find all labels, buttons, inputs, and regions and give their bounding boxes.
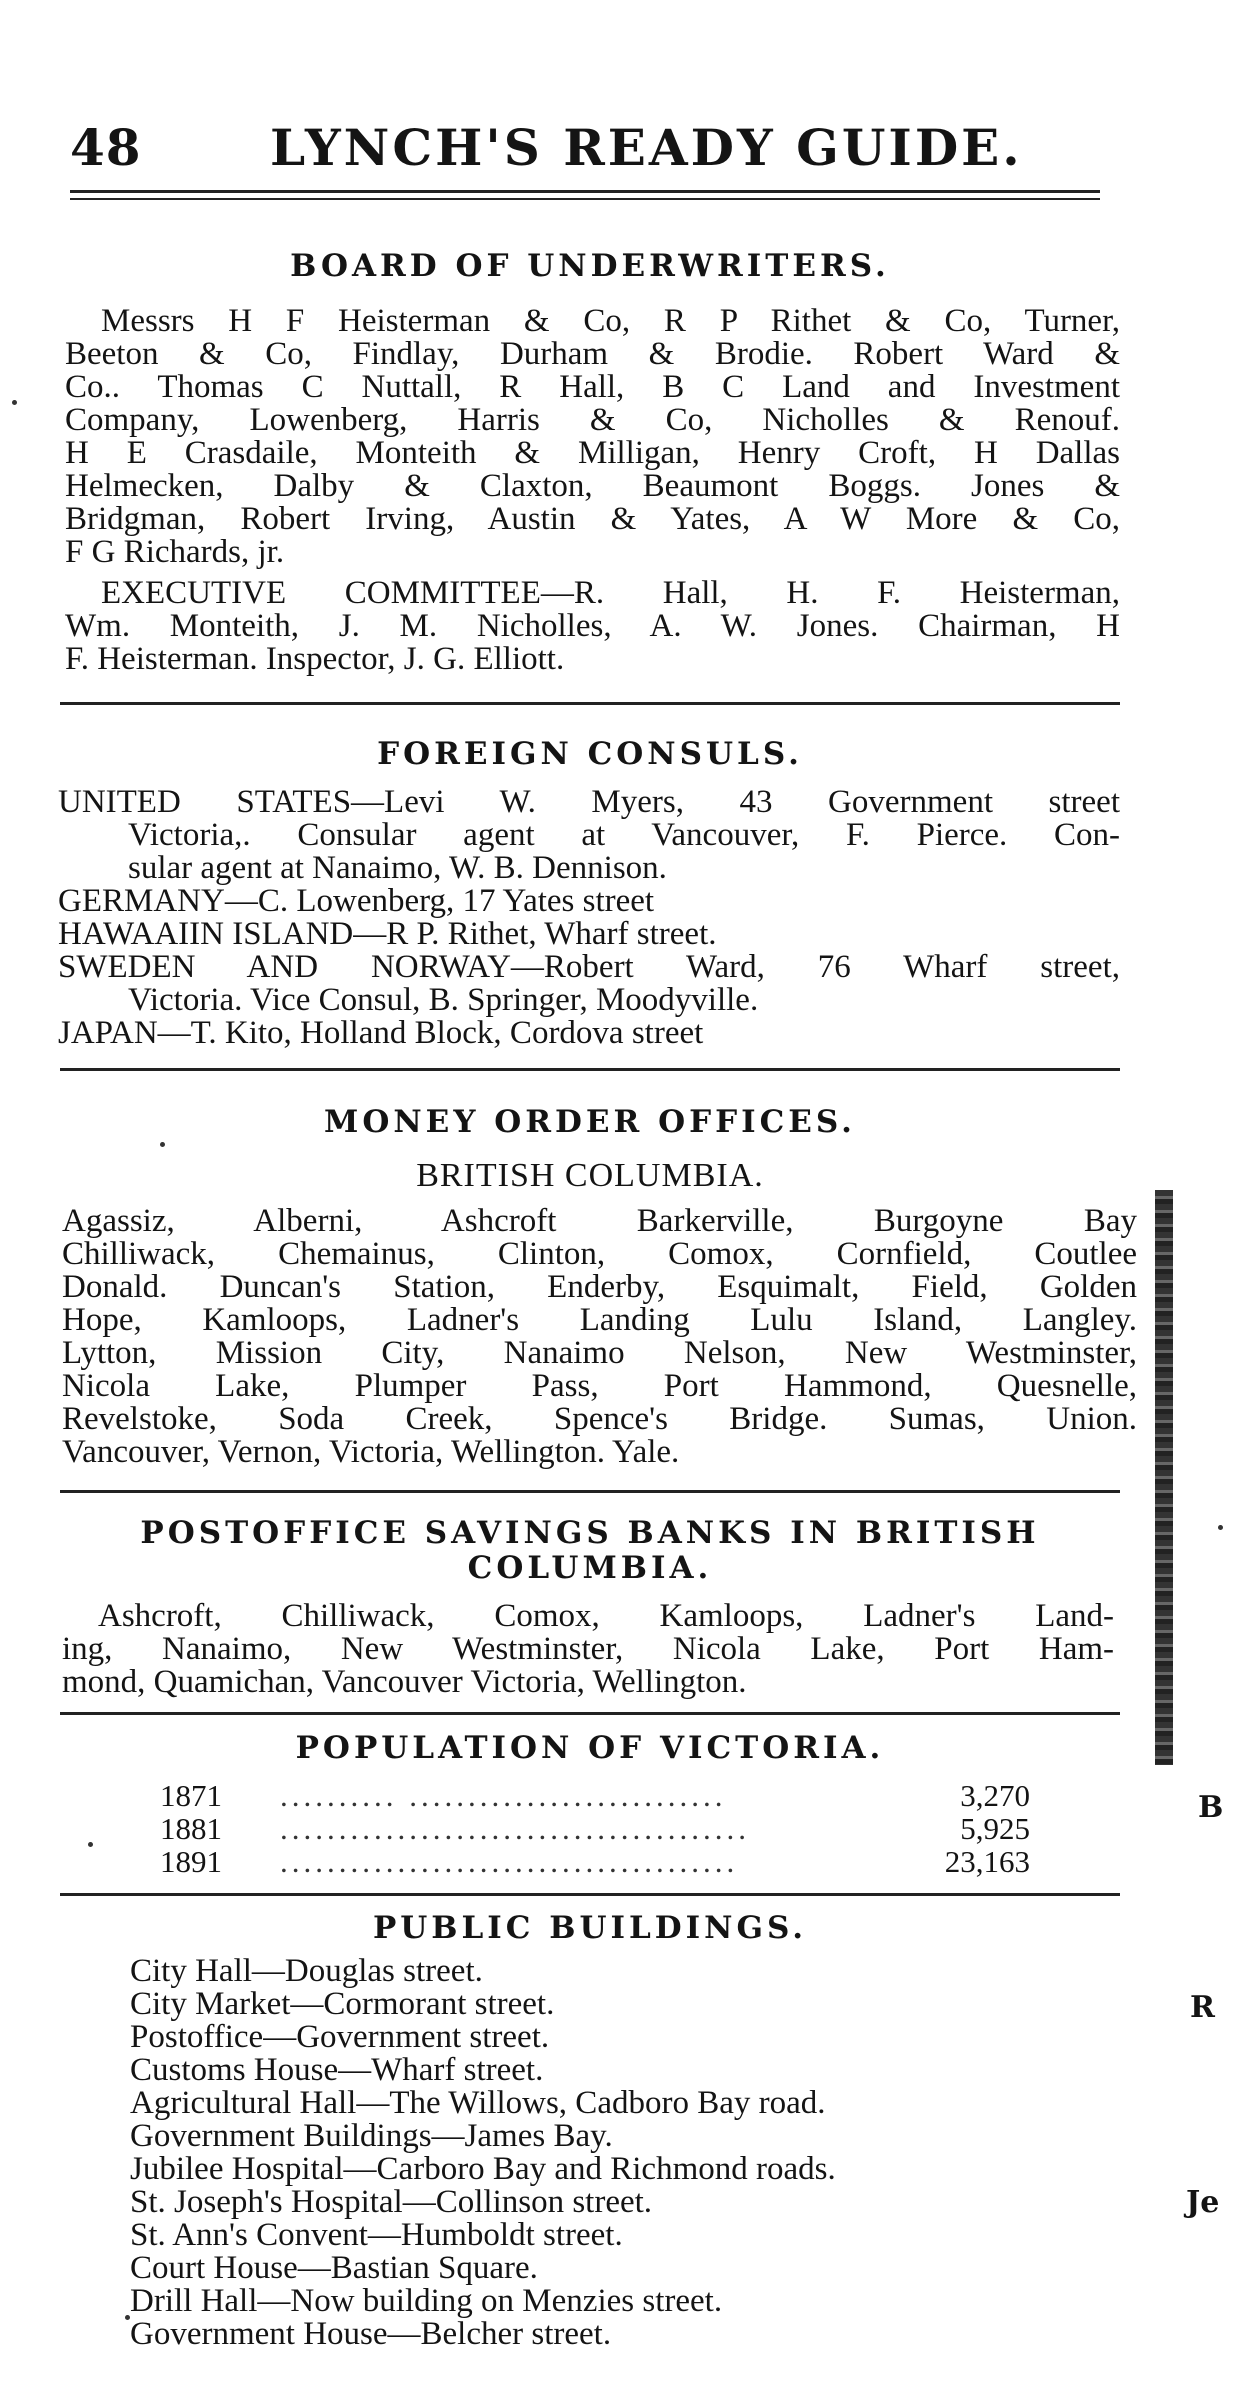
header-rule: [70, 190, 1100, 193]
text-line: GERMANY—C. Lowenberg, 17 Yates street: [58, 883, 655, 919]
text-line: Victoria. Vice Consul, B. Springer, Moodyville.: [128, 982, 759, 1018]
section-rule: [60, 1712, 1120, 1715]
print-speck: [160, 1142, 165, 1147]
consuls-heading: FOREIGN CONSULS.: [377, 736, 803, 772]
running-title: LYNCH'S READY GUIDE.: [270, 118, 1023, 177]
margin-fragment: B: [1198, 1790, 1224, 1825]
list-item: Customs House—Wharf street.: [130, 2052, 544, 2088]
text-line: SWEDEN AND NORWAY—Robert Ward, 76 Wharf street,: [58, 949, 1120, 985]
text-line: Helmecken, Dalby & Claxton, Beaumont Boggs. Jones &: [65, 468, 1120, 504]
text-line: Wm. Monteith, J. M. Nicholles, A. W. Jones. Chairman, H: [65, 608, 1120, 644]
list-item: City Market—Cormorant street.: [130, 1986, 555, 2022]
section-rule: [60, 1068, 1120, 1071]
print-speck: [12, 400, 17, 405]
population-row: [160, 1844, 1030, 1879]
savings-banks-list: [62, 1600, 1114, 1699]
print-speck: [1218, 1525, 1223, 1530]
public-buildings-heading: PUBLIC BUILDINGS.: [372, 1910, 808, 1946]
text-line: Chilliwack, Chemainus, Clinton, Comox, Cornfield, Coutlee: [62, 1236, 1137, 1272]
population-row: [160, 1811, 1030, 1846]
population-year: 1871: [160, 1778, 222, 1813]
text-line: Bridgman, Robert Irving, Austin & Yates, A W More & Co,: [65, 501, 1120, 537]
list-item: Drill Hall—Now building on Menzies street.: [130, 2283, 723, 2319]
running-head: [70, 118, 1100, 188]
list-item: St. Joseph's Hospital—Collinson street.: [130, 2184, 653, 2220]
underwriters-members: [65, 305, 1120, 569]
text-line: Agassiz, Alberni, Ashcroft Barkerville, Burgoyne Bay: [62, 1203, 1137, 1239]
text-line: Hope, Kamloops, Ladner's Landing Lulu Island, Langley.: [62, 1302, 1137, 1338]
text-line: Vancouver, Vernon, Victoria, Wellington. Yale.: [62, 1434, 680, 1470]
leader-dots: .......... ...........................: [280, 1778, 727, 1813]
leader-dots: ........................................: [280, 1811, 750, 1846]
leader-dots: .......................................: [280, 1844, 739, 1879]
text-line: H E Crasdaile, Monteith & Milligan, Henry Croft, H Dallas: [65, 435, 1120, 471]
text-line: F G Richards, jr.: [65, 534, 285, 570]
population-year: 1891: [160, 1844, 222, 1879]
text-line: ing, Nanaimo, New Westminster, Nicola Lake, Port Ham-: [62, 1631, 1114, 1667]
list-item: Court House—Bastian Square.: [130, 2250, 538, 2286]
population-year: 1881: [160, 1811, 222, 1846]
text-line: HAWAAIIN ISLAND—R P. Rithet, Wharf street.: [58, 916, 717, 952]
margin-fragment: R: [1190, 1990, 1215, 2025]
print-speck: [88, 1842, 93, 1847]
text-line: Lytton, Mission City, Nanaimo Nelson, New Westminster,: [62, 1335, 1137, 1371]
savings-banks-heading-cont: COLUMBIA.: [467, 1550, 713, 1586]
consuls-list: [58, 786, 1120, 1050]
section-rule: [60, 1893, 1120, 1896]
list-item: Government House—Belcher street.: [130, 2316, 612, 2352]
population-value: 3,270: [960, 1778, 1030, 1813]
section-rule: [60, 1490, 1120, 1493]
text-line: JAPAN—T. Kito, Holland Block, Cordova street: [58, 1015, 704, 1051]
list-item: Agricultural Hall—The Willows, Cadboro Bay road.: [130, 2085, 826, 2121]
text-line: UNITED STATES—Levi W. Myers, 43 Government street: [58, 784, 1120, 820]
text-line: Victoria,. Consular agent at Vancouver, F. Pierce. Con-: [128, 817, 1120, 853]
population-row: [160, 1778, 1030, 1813]
text-line: Revelstoke, Soda Creek, Spence's Bridge. Sumas, Union.: [62, 1401, 1137, 1437]
list-item: Postoffice—Government street.: [130, 2019, 550, 2055]
text-line: Ashcroft, Chilliwack, Comox, Kamloops, Ladner's Land-: [98, 1598, 1114, 1634]
population-value: 23,163: [944, 1844, 1030, 1879]
print-speck: [125, 2315, 130, 2320]
text-line: F. Heisterman. Inspector, J. G. Elliott.: [65, 641, 565, 677]
text-line: Nicola Lake, Plumper Pass, Port Hammond, Quesnelle,: [62, 1368, 1137, 1404]
text-line: mond, Quamichan, Vancouver Victoria, Wellington.: [62, 1664, 747, 1700]
population-value: 5,925: [960, 1811, 1030, 1846]
list-item: City Hall—Douglas street.: [130, 1953, 483, 1989]
money-orders-list: [62, 1205, 1137, 1469]
text-line: Co.. Thomas C Nuttall, R Hall, B C Land and Investment: [65, 369, 1120, 405]
text-line: sular agent at Nanaimo, W. B. Dennison.: [128, 850, 667, 886]
text-line: EXECUTIVE COMMITTEE—R. Hall, H. F. Heisterman,: [101, 575, 1120, 611]
text-line: Messrs H F Heisterman & Co, R P Rithet & Co, Turner,: [101, 303, 1120, 339]
money-orders-heading: MONEY ORDER OFFICES.: [324, 1104, 856, 1140]
list-item: Government Buildings—James Bay.: [130, 2118, 613, 2154]
public-buildings-list: [130, 1955, 1090, 2351]
savings-banks-heading: POSTOFFICE SAVINGS BANKS IN BRITISH: [140, 1515, 1040, 1551]
underwriters-heading: BOARD OF UNDERWRITERS.: [290, 248, 890, 284]
list-item: Jubilee Hospital—Carboro Bay and Richmond roads.: [130, 2151, 836, 2187]
section-rule: [60, 702, 1120, 705]
text-line: Company, Lowenberg, Harris & Co, Nicholles & Renouf.: [65, 402, 1120, 438]
executive-committee: [65, 577, 1120, 676]
list-item: St. Ann's Convent—Humboldt street.: [130, 2217, 623, 2253]
text-line: Donald. Duncan's Station, Enderby, Esquimalt, Field, Golden: [62, 1269, 1137, 1305]
money-orders-subheading: BRITISH COLUMBIA.: [416, 1157, 764, 1194]
page-number: 48: [70, 118, 142, 177]
binding-shadow-bar: [1155, 1190, 1173, 1765]
header-rule-2: [70, 198, 1100, 200]
margin-fragment: Je: [1186, 2185, 1220, 2220]
text-line: Beeton & Co, Findlay, Durham & Brodie. Robert Ward &: [65, 336, 1120, 372]
population-heading: POPULATION OF VICTORIA.: [295, 1730, 885, 1766]
